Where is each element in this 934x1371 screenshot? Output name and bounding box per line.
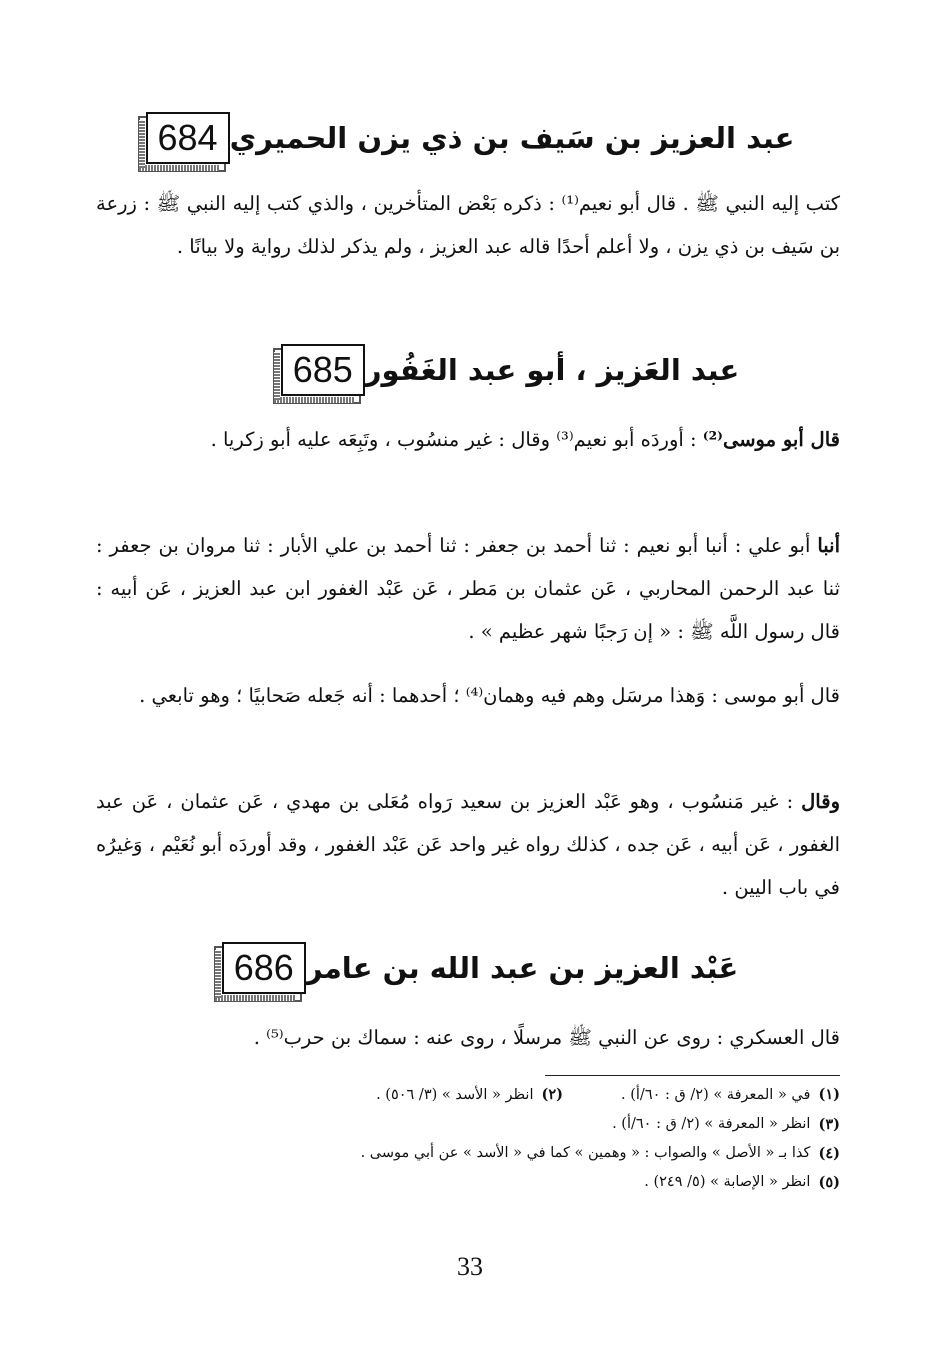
paragraph-text: : غير مَنسُوب ، وهو عَبْد العزيز بن سعيد رَواه مُعَلى بن مهدي ، عَن عثمان ، عَن عبد الغفور ، عَن أبيه ، عَن جده ، كذلك رواه غير واحد عَن عَبْد الغفور ، وقد أوردَه أبو نُعَيْم ، وَغيرُه في باب اليين .: [96, 790, 840, 899]
paragraph-lead: وقال: [801, 790, 840, 813]
footnote-5: (٥) انظر « الإصابة » (٥/ ٢٤٩) .: [644, 1174, 840, 1191]
entry-title: عبد العَزيز ، أبو عبد الغَفُور: [364, 353, 740, 387]
entry-number: 684: [157, 117, 218, 158]
entry-686-paragraph: [96, 1016, 840, 1059]
entry-title: عبد العزيز بن سَيف بن ذي يزن الحميري: [229, 121, 795, 155]
entry-heading-686: [130, 942, 830, 994]
footnote-4: (٤) كذا بـ « الأصل » والصواب : « وهمين » كما في « الأسد » عن أبي موسى .: [360, 1145, 840, 1162]
footnote-3: (٣) انظر « المعرفة » (٢/ ق : ٦٠/أ) .: [612, 1116, 840, 1133]
entry-number: 685: [292, 349, 353, 390]
footnote-row: [150, 1080, 840, 1110]
entry-title: عَبْد العزيز بن عبد الله بن عامر: [305, 951, 739, 985]
entry-684-paragraph: كتب إليه النبي ﷺ . قال أبو نعيم⁽¹⁾ : ذكره بَعْض المتأخرين ، والذي كتب إليه النبي ﷺ : زرعة بن سَيف بن ذي يزن ، ولا أعلم أحدًا قاله عبد العزيز ، ولم يذكر لذلك رواية ولا بيانًا .: [96, 192, 840, 258]
entry-heading-684: [120, 112, 820, 164]
footnote-2: (٢)انظر « الأسد » (٣/ ٥٠٦) .: [376, 1086, 564, 1103]
paragraph-text: أبو علي : أنبا أبو نعيم : ثنا أحمد بن جعفر : ثنا أحمد بن علي الأبار : ثنا مروان بن جعفر : ثنا عبد الرحمن المحاربي ، عَن عثمان بن مَطر ، عَن عَبْد الغفور ابن عبد العزيز ، عَن أبيه : قال رسول اللَّه ﷺ : « إن رَجبًا شهر عظيم » .: [96, 534, 840, 643]
footnotes: [150, 1080, 840, 1197]
entry-number: 686: [233, 947, 294, 988]
page-number: 33: [457, 1252, 483, 1281]
entry-685-paragraph-4: [96, 780, 840, 909]
paragraph-text: : أوردَه أبو نعيم⁽³⁾ وقال : غير منسُوب ، وتَبِعَه عليه أبو زكريا .: [210, 428, 703, 451]
entry-685-paragraph-1: [96, 418, 840, 461]
entry-685-paragraph-3: [96, 674, 840, 717]
footnote-1: (١)في « المعرفة » (٢/ ق : ٦٠/أ) .: [621, 1086, 840, 1103]
entry-685-paragraph-2: [96, 524, 840, 653]
paragraph-lead: أنبا: [817, 534, 840, 557]
entry-heading-685: [160, 344, 860, 396]
footnote-separator: [545, 1075, 840, 1076]
entry-number-box: [222, 942, 306, 994]
entry-number-box: [146, 112, 230, 164]
entry-number-box: [281, 344, 365, 396]
paragraph-text: قال أبو موسى : وَهذا مرسَل وهم فيه وهمان⁽⁴⁾ ؛ أحدهما : أنه جَعله صَحابيًا ؛ وهو تابعي .: [139, 684, 840, 707]
paragraph-lead: قال أبو موسى⁽²⁾: [702, 428, 840, 451]
paragraph-text: قال العسكري : روى عن النبي ﷺ مرسلًا ، روى عنه : سماك بن حرب⁽⁵⁾ .: [253, 1026, 840, 1049]
